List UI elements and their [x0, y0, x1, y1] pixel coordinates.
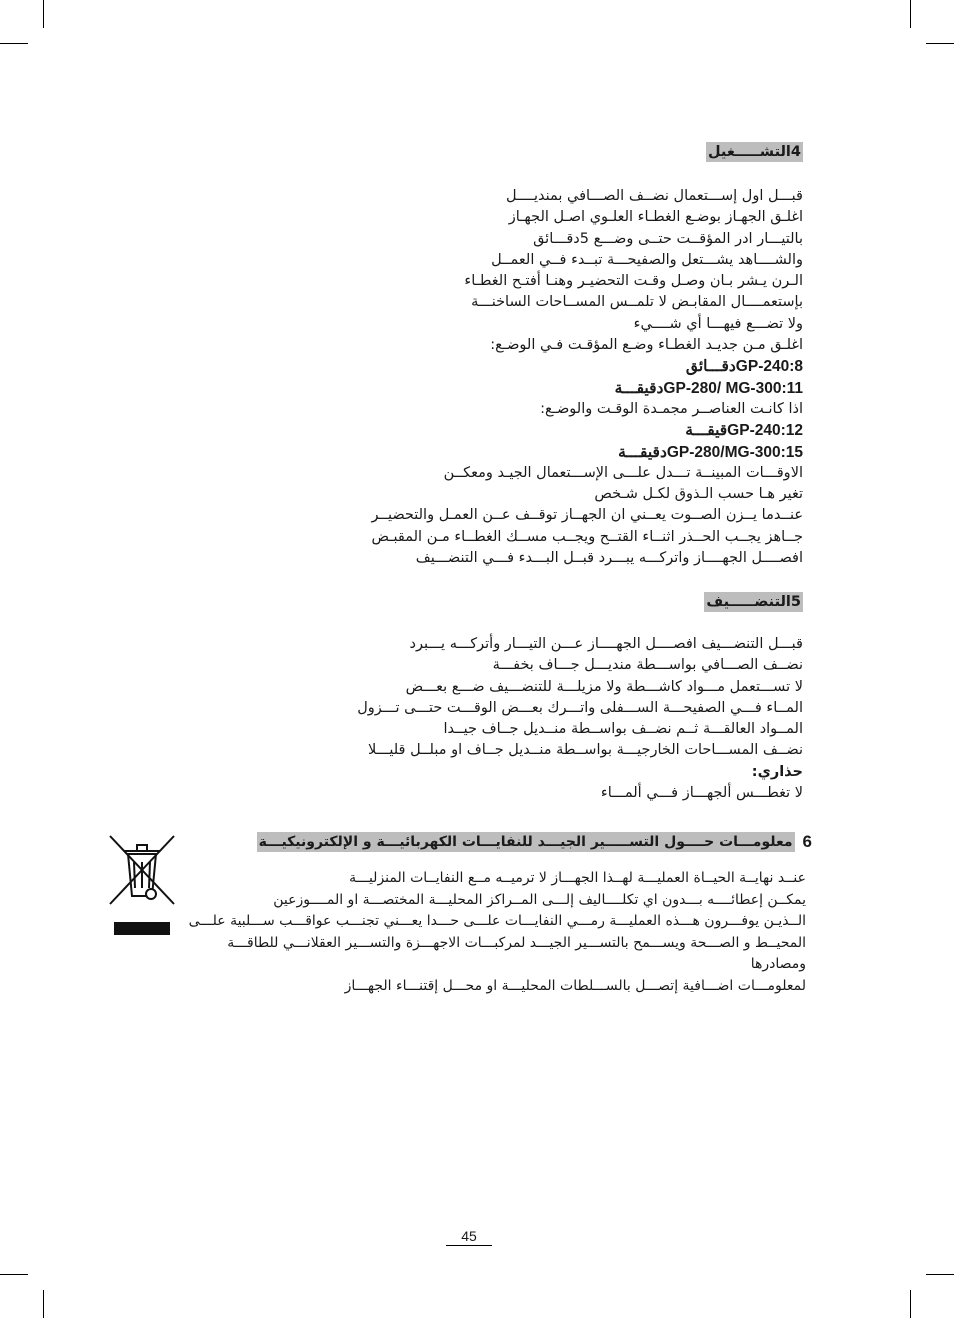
section-heading: معلومـــات حــــول التســـــير الجيـــد للنفايـــات الكهربائيـــة و الإلكترونيكيـــة	[258, 834, 793, 850]
text-line: قبـــل اول إســـتعمال نضــف الصـــافي بمنديــــل	[505, 188, 803, 204]
crop-mark	[43, 1290, 44, 1318]
section-body	[300, 634, 803, 804]
text-line: بالتيـــار ادر المؤقــت حتــى وضـــع 5دقـــائق	[533, 230, 803, 247]
section-heading: 4التشـــــغيل	[707, 144, 801, 160]
crossed-bin-icon	[108, 834, 176, 906]
page-number: 45	[461, 1228, 477, 1244]
crop-mark	[910, 1290, 911, 1318]
crop-mark	[43, 0, 44, 28]
crop-mark	[0, 1274, 28, 1275]
section-operation	[300, 141, 803, 569]
black-bar	[114, 922, 170, 935]
text-line: تغير هـا حسب الـذوق لكـل شـخص	[594, 486, 803, 503]
text-line: قبـــل التنضـــيف افصــــل الجهــــاز عـــن التيـــار وأتركـــه يـــبرد	[409, 636, 803, 652]
crop-mark	[926, 1274, 954, 1275]
crop-mark	[910, 0, 911, 28]
text-line: ومصادرها	[750, 956, 806, 973]
text-line: الاوقـــات المبينــة تـــدل علـــى الإســـتعمال الجيـد ومعكــن	[443, 464, 803, 481]
text-line: نضــف الصـــافي بواســـطة منديـــل جـــاف بخفـــة	[492, 657, 803, 674]
crop-mark	[0, 43, 28, 44]
section-cleaning	[300, 591, 803, 804]
crop-mark	[926, 43, 954, 44]
text-line: اغلـق الجهـاز بوضـع الغطـاء العلـوي اصـل الجهـاز	[508, 209, 803, 226]
text-line: جــاهز يجــب الحــذر اثنــاء القتــح ويجــب مســك الغطــاء مـن المقبـض	[371, 528, 803, 545]
text-line: اذا كانـت العناصــر مجمـدة الوقـت والوضـع:	[540, 400, 803, 417]
text-line: افصــــل الجهــــاز واتركـــه يبـــرد قبــل البـــدء فـــي التنضـــيف	[415, 550, 803, 567]
page-number-rule	[446, 1245, 492, 1246]
text-line: اغلـق مـن جديـد الغطـاء وضـع المؤقـت فـي الوضـع:	[490, 337, 803, 354]
section-disposal	[160, 832, 812, 998]
model-time-line: GP-280/MG-300:15دقيقـــة	[618, 443, 803, 461]
text-line: لا تغطـــس ألجهـــاز فـــي ألمـــاء	[600, 785, 803, 802]
section-number: 6	[802, 832, 812, 851]
section-heading-row	[160, 832, 812, 852]
text-line: لا تســـتعمل مـــواد كاشـــطة ولا مزيلـــة للتنضـــيف ضـــع بعـــض	[405, 678, 803, 695]
model-time-line: GP-240:8دقـــائق	[685, 358, 803, 376]
text-line: المحيــط و الصـــحة ويســـمح بالتســـير الجيـــد لمركبـــات الاجهـــزة والتســـير العقلانـــي للطاقـــة	[227, 934, 806, 951]
text-line: المــاء فـــي الصفيحـــة الســـفلى واتـــرك بعـــض الوقـــت حتـــى تـــزول	[357, 699, 803, 716]
text-line: لمعلومـــات اضـــافية إتصـــل بالســـلطات المحليـــة او محـــل إقتنـــاء الجهـــاز	[344, 977, 806, 994]
section-heading: 5التنضـــــيف	[706, 594, 801, 610]
section-body	[300, 186, 803, 569]
section-body	[160, 868, 806, 998]
model-time-line: GP-240:12قيقـــة	[685, 422, 803, 440]
text-line: والشــــاهد يشـــتعل والصفيحـــة تبــدء فــي العمــل	[491, 251, 803, 268]
warning-label: حذاري:	[751, 763, 803, 780]
model-time-line: GP-280/ MG-300:11دقيقـــة	[614, 379, 803, 397]
text-line: الــذيـن يوفـــرون هـــذه العمليـــة رمـــي النفايـــات علـــى حـــدا يعـــني تجنـــب عواقـــب ســـلبية علـــى	[188, 913, 806, 930]
text-line: المــواد العالقـــة ثــم نضــف بواســطة منــديل جــاف جيــدا	[443, 721, 803, 738]
text-line: بإستعمــــال المقابـض لا تلمــس المســاحات الساخنـــة	[471, 294, 803, 311]
text-line: عنــدما يــزن الصــوت يعــني ان الجهــاز توقــف عــن العمـل والتحضيــر	[371, 507, 803, 524]
text-line: ولا تضـــع فيهـــا أي شــــيء	[633, 315, 803, 332]
text-line: عنــد نهايــة الحيــاة العمليـــة لهــذا الجهـــاز لا ترميــه مــع النفايــات المنزليـــة	[349, 870, 806, 886]
text-line: نضــف المســـاحات الخارجيـــة بواســطة منــديل جــاف او مبلــل قليـــلا	[367, 742, 803, 759]
text-line: الـرن يـشر بـان وصـل وقـت التحضيـر وهنـا أفتـح الغطـاء	[464, 273, 803, 290]
text-line: يمكــن إعطائــــه بـــدون اي تكلــــاليف إلـــى المــراكز المحليـــة المختصـــة او المــــوزعين	[273, 891, 806, 908]
